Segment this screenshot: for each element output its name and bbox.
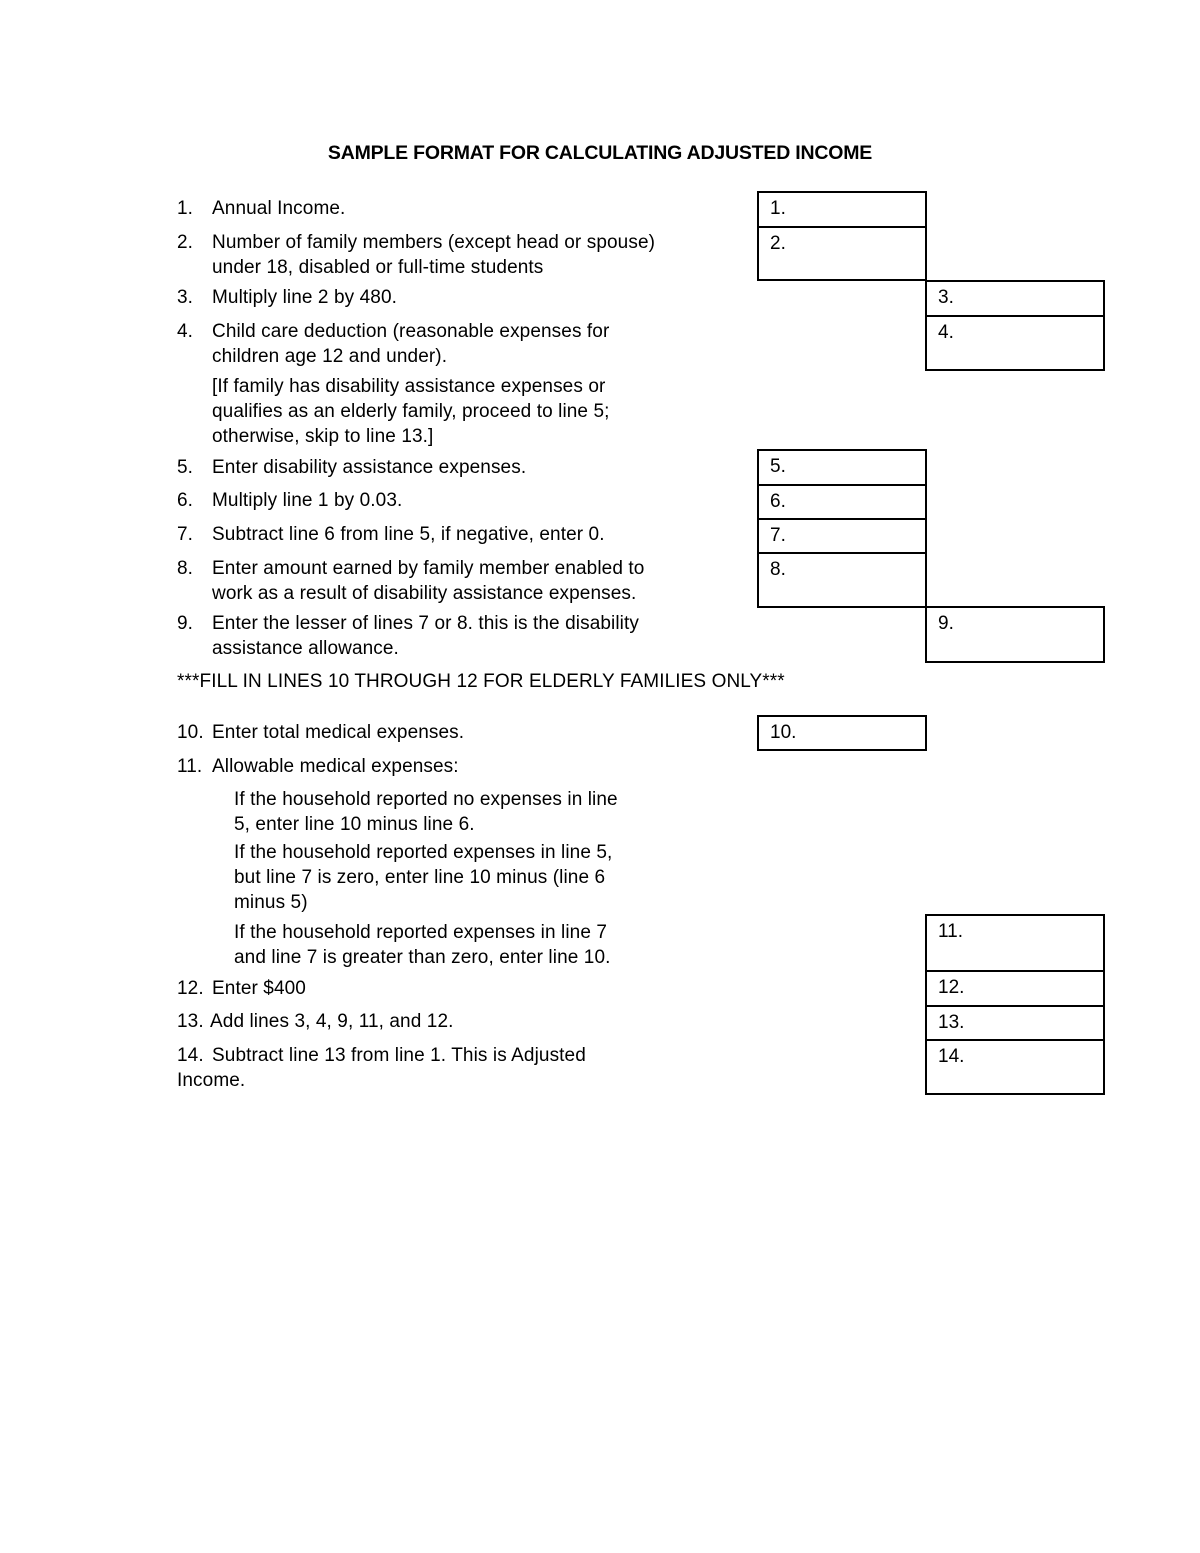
line-4-text-cont: children age 12 and under). — [212, 346, 448, 367]
line-11-text: Allowable medical expenses: — [212, 756, 459, 777]
line-1-text: Annual Income. — [212, 198, 346, 219]
bullet-item-3-cont: and line 7 is greater than zero, enter line 10. — [234, 947, 611, 968]
entry-box-5[interactable] — [757, 449, 927, 486]
line-12-number: 12. — [177, 978, 204, 999]
line-8-number: 8. — [177, 558, 193, 579]
entry-box-6-label: 6. — [770, 491, 786, 512]
instruction-note-cont: qualifies as an elderly family, proceed to line 5; — [212, 401, 610, 422]
line-9-number: 9. — [177, 613, 193, 634]
entry-box-10-label: 10. — [770, 722, 797, 743]
line-6-number: 6. — [177, 490, 193, 511]
entry-box-14[interactable] — [925, 1039, 1105, 1095]
entry-box-2[interactable] — [757, 226, 927, 281]
entry-box-13[interactable] — [925, 1005, 1105, 1041]
page-title: SAMPLE FORMAT FOR CALCULATING ADJUSTED INCOME — [327, 142, 873, 164]
bullet-item-2: If the household reported expenses in line 5, — [234, 842, 613, 863]
line-8-text-cont: work as a result of disability assistance expenses. — [212, 583, 637, 604]
entry-box-9-label: 9. — [938, 613, 954, 634]
entry-box-11[interactable] — [925, 914, 1105, 972]
instruction-note-cont: otherwise, skip to line 13.] — [212, 426, 434, 447]
bullet-item-1-cont: 5, enter line 10 minus line 6. — [234, 814, 475, 835]
bullet-item-2-cont: but line 7 is zero, enter line 10 minus (line 6 — [234, 867, 606, 888]
line-12-text: Enter $400 — [212, 978, 306, 999]
entry-box-14-label: 14. — [938, 1046, 965, 1067]
entry-box-3[interactable] — [925, 280, 1105, 317]
line-10-number: 10. — [177, 722, 204, 743]
entry-box-1[interactable] — [757, 191, 927, 228]
entry-box-8[interactable] — [757, 552, 927, 608]
elderly-families-note: ***FILL IN LINES 10 THROUGH 12 FOR ELDERLY FAMILIES ONLY*** — [177, 671, 785, 692]
line-9-text: Enter the lesser of lines 7 or 8. this is the disability — [212, 613, 639, 634]
line-6-text: Multiply line 1 by 0.03. — [212, 490, 403, 511]
line-2-number: 2. — [177, 232, 193, 253]
line-4-number: 4. — [177, 321, 193, 342]
line-7-text: Subtract line 6 from line 5, if negative, enter 0. — [212, 524, 605, 545]
entry-box-3-label: 3. — [938, 287, 954, 308]
bullet-item-2-cont: minus 5) — [234, 892, 308, 913]
line-8-text: Enter amount earned by family member enabled to — [212, 558, 645, 579]
line-13-text: Add lines 3, 4, 9, 11, and 12. — [210, 1011, 454, 1032]
line-14-text-cont: Income. — [177, 1070, 246, 1091]
entry-box-8-label: 8. — [770, 559, 786, 580]
entry-box-7-label: 7. — [770, 525, 786, 546]
line-5-text: Enter disability assistance expenses. — [212, 457, 527, 478]
line-7-number: 7. — [177, 524, 193, 545]
entry-box-4-label: 4. — [938, 322, 954, 343]
bullet-item-1: If the household reported no expenses in line — [234, 789, 618, 810]
entry-box-7[interactable] — [757, 518, 927, 554]
entry-box-9[interactable] — [925, 606, 1105, 663]
line-13-number: 13. — [177, 1011, 204, 1032]
instruction-note: [If family has disability assistance expenses or — [212, 376, 606, 397]
entry-box-11-label: 11. — [938, 921, 964, 942]
entry-box-5-label: 5. — [770, 456, 786, 477]
line-4-text: Child care deduction (reasonable expenses for — [212, 321, 610, 342]
entry-box-1-label: 1. — [770, 198, 786, 219]
line-14-text: Subtract line 13 from line 1. This is Adjusted — [212, 1045, 586, 1066]
line-3-text: Multiply line 2 by 480. — [212, 287, 398, 308]
entry-box-10[interactable] — [757, 715, 927, 751]
entry-box-6[interactable] — [757, 484, 927, 520]
entry-box-4[interactable] — [925, 315, 1105, 371]
line-3-number: 3. — [177, 287, 193, 308]
entry-box-12-label: 12. — [938, 977, 965, 998]
entry-box-13-label: 13. — [938, 1012, 965, 1033]
line-2-text-cont: under 18, disabled or full-time students — [212, 257, 544, 278]
bullet-item-3: If the household reported expenses in line 7 — [234, 922, 608, 943]
line-10-text: Enter total medical expenses. — [212, 722, 465, 743]
entry-box-2-label: 2. — [770, 233, 786, 254]
line-1-number: 1. — [177, 198, 193, 219]
line-14-number: 14. — [177, 1045, 204, 1066]
entry-box-12[interactable] — [925, 970, 1105, 1007]
line-2-text: Number of family members (except head or spouse) — [212, 232, 656, 253]
line-11-number: 11. — [177, 756, 203, 777]
line-9-text-cont: assistance allowance. — [212, 638, 399, 659]
line-5-number: 5. — [177, 457, 193, 478]
